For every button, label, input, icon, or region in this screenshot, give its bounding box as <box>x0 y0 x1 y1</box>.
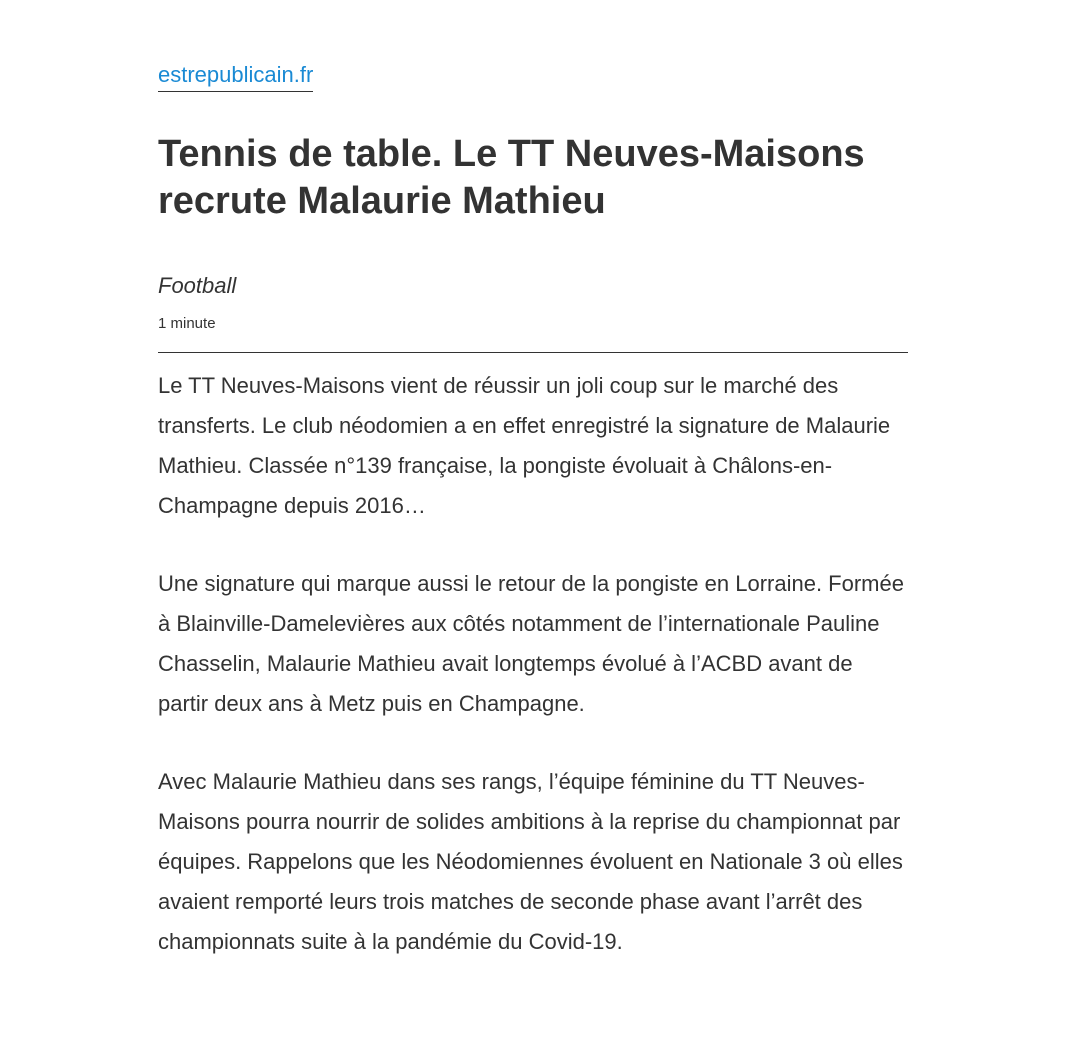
article-category: Football <box>158 273 237 298</box>
article <box>158 60 908 962</box>
article-title: Tennis de table. Le TT Neuves-Maisons recrute Malaurie Mathieu <box>158 133 865 222</box>
reading-time: 1 minute <box>158 315 216 332</box>
source-link[interactable]: estrepublicain.fr <box>158 60 313 92</box>
paragraph-3: Avec Malaurie Mathieu dans ses rangs, l’équipe féminine du TT Neuves-Maisons pourra nourrir de solides ambitions à la reprise du championnat par équipes. Rappelons que les Néodomiennes évoluent en Nationale 3 où elles avaient remporté leurs trois matches de seconde phase avant l’arrêt des championnats suite à la pandémie du Covid-19. <box>158 769 903 954</box>
article-body <box>158 366 908 962</box>
divider <box>158 352 908 353</box>
paragraph-1: Le TT Neuves-Maisons vient de réussir un joli coup sur le marché des transferts. Le club néodomien a en effet enregistré la signature de Malaurie Mathieu. Classée n°139 française, la pongiste évoluait à Châlons-en-Champagne depuis 2016… <box>158 373 891 518</box>
paragraph-2: Une signature qui marque aussi le retour de la pongiste en Lorraine. Formée à Blainville-Damelevières aux côtés notamment de l’internationale Pauline Chasselin, Malaurie Mathieu avait longtemps évolué à l’ACBD avant de partir deux ans à Metz puis en Champagne. <box>158 571 904 716</box>
